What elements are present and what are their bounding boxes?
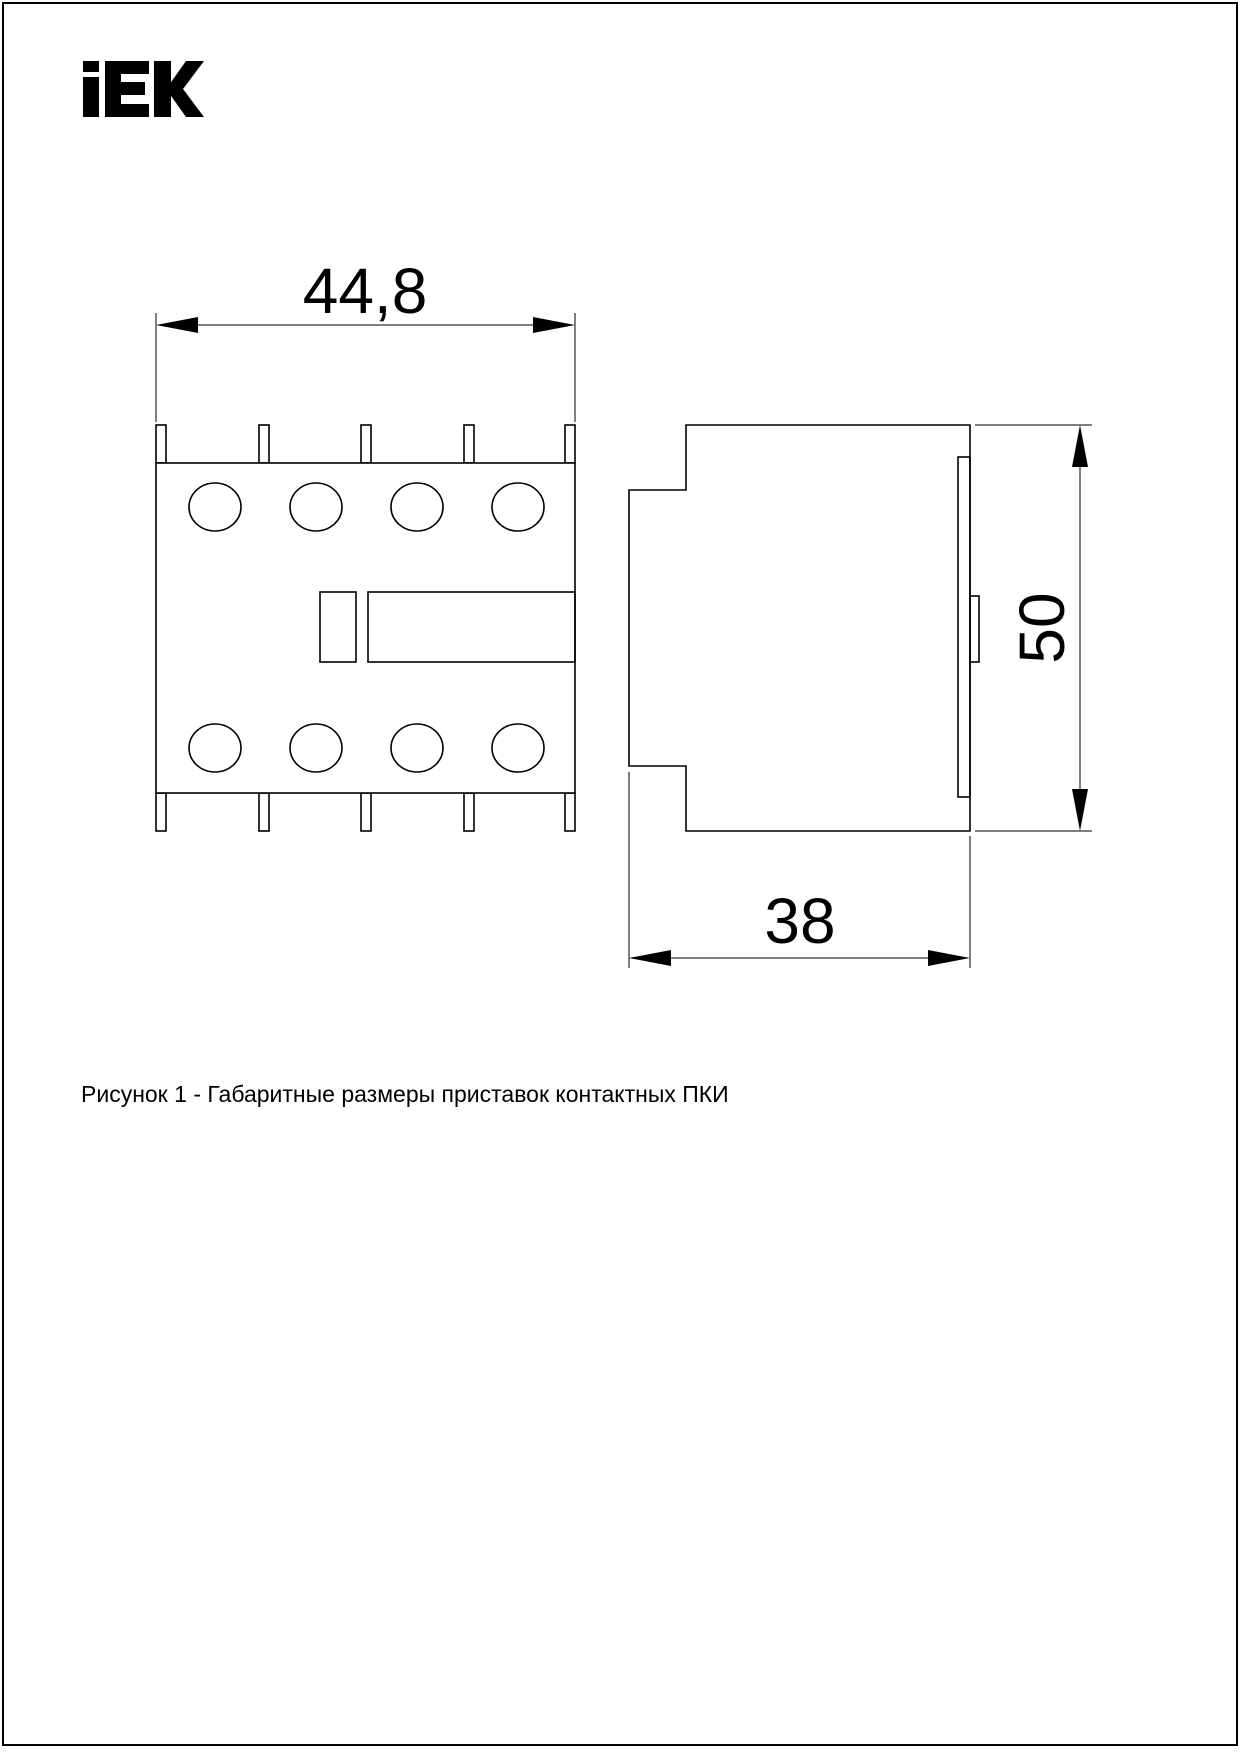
bottom-pin xyxy=(565,793,575,831)
top-pin xyxy=(565,425,575,463)
side-latch xyxy=(970,596,979,662)
bottom-pin xyxy=(464,793,474,831)
width-label: 44,8 xyxy=(302,255,428,327)
arrow-left xyxy=(629,950,671,966)
top-pin xyxy=(156,425,166,463)
bottom-pin xyxy=(259,793,269,831)
bottom-pin xyxy=(361,793,371,831)
arrow-down xyxy=(1072,789,1088,831)
height-label: 50 xyxy=(1006,592,1078,664)
arrow-right xyxy=(533,317,575,333)
front-view xyxy=(156,425,575,831)
arrow-left xyxy=(156,317,198,333)
side-view xyxy=(629,425,979,831)
front-body xyxy=(156,463,575,793)
width-dimension xyxy=(156,313,575,422)
bottom-pin xyxy=(156,793,166,831)
side-profile xyxy=(629,425,970,831)
figure-caption: Рисунок 1 - Габаритные размеры приставок контактных ПКИ xyxy=(81,1081,729,1107)
top-pin xyxy=(361,425,371,463)
depth-label: 38 xyxy=(764,885,836,957)
arrow-right xyxy=(928,950,970,966)
arrow-up xyxy=(1072,425,1088,467)
top-pin xyxy=(259,425,269,463)
top-pin xyxy=(464,425,474,463)
